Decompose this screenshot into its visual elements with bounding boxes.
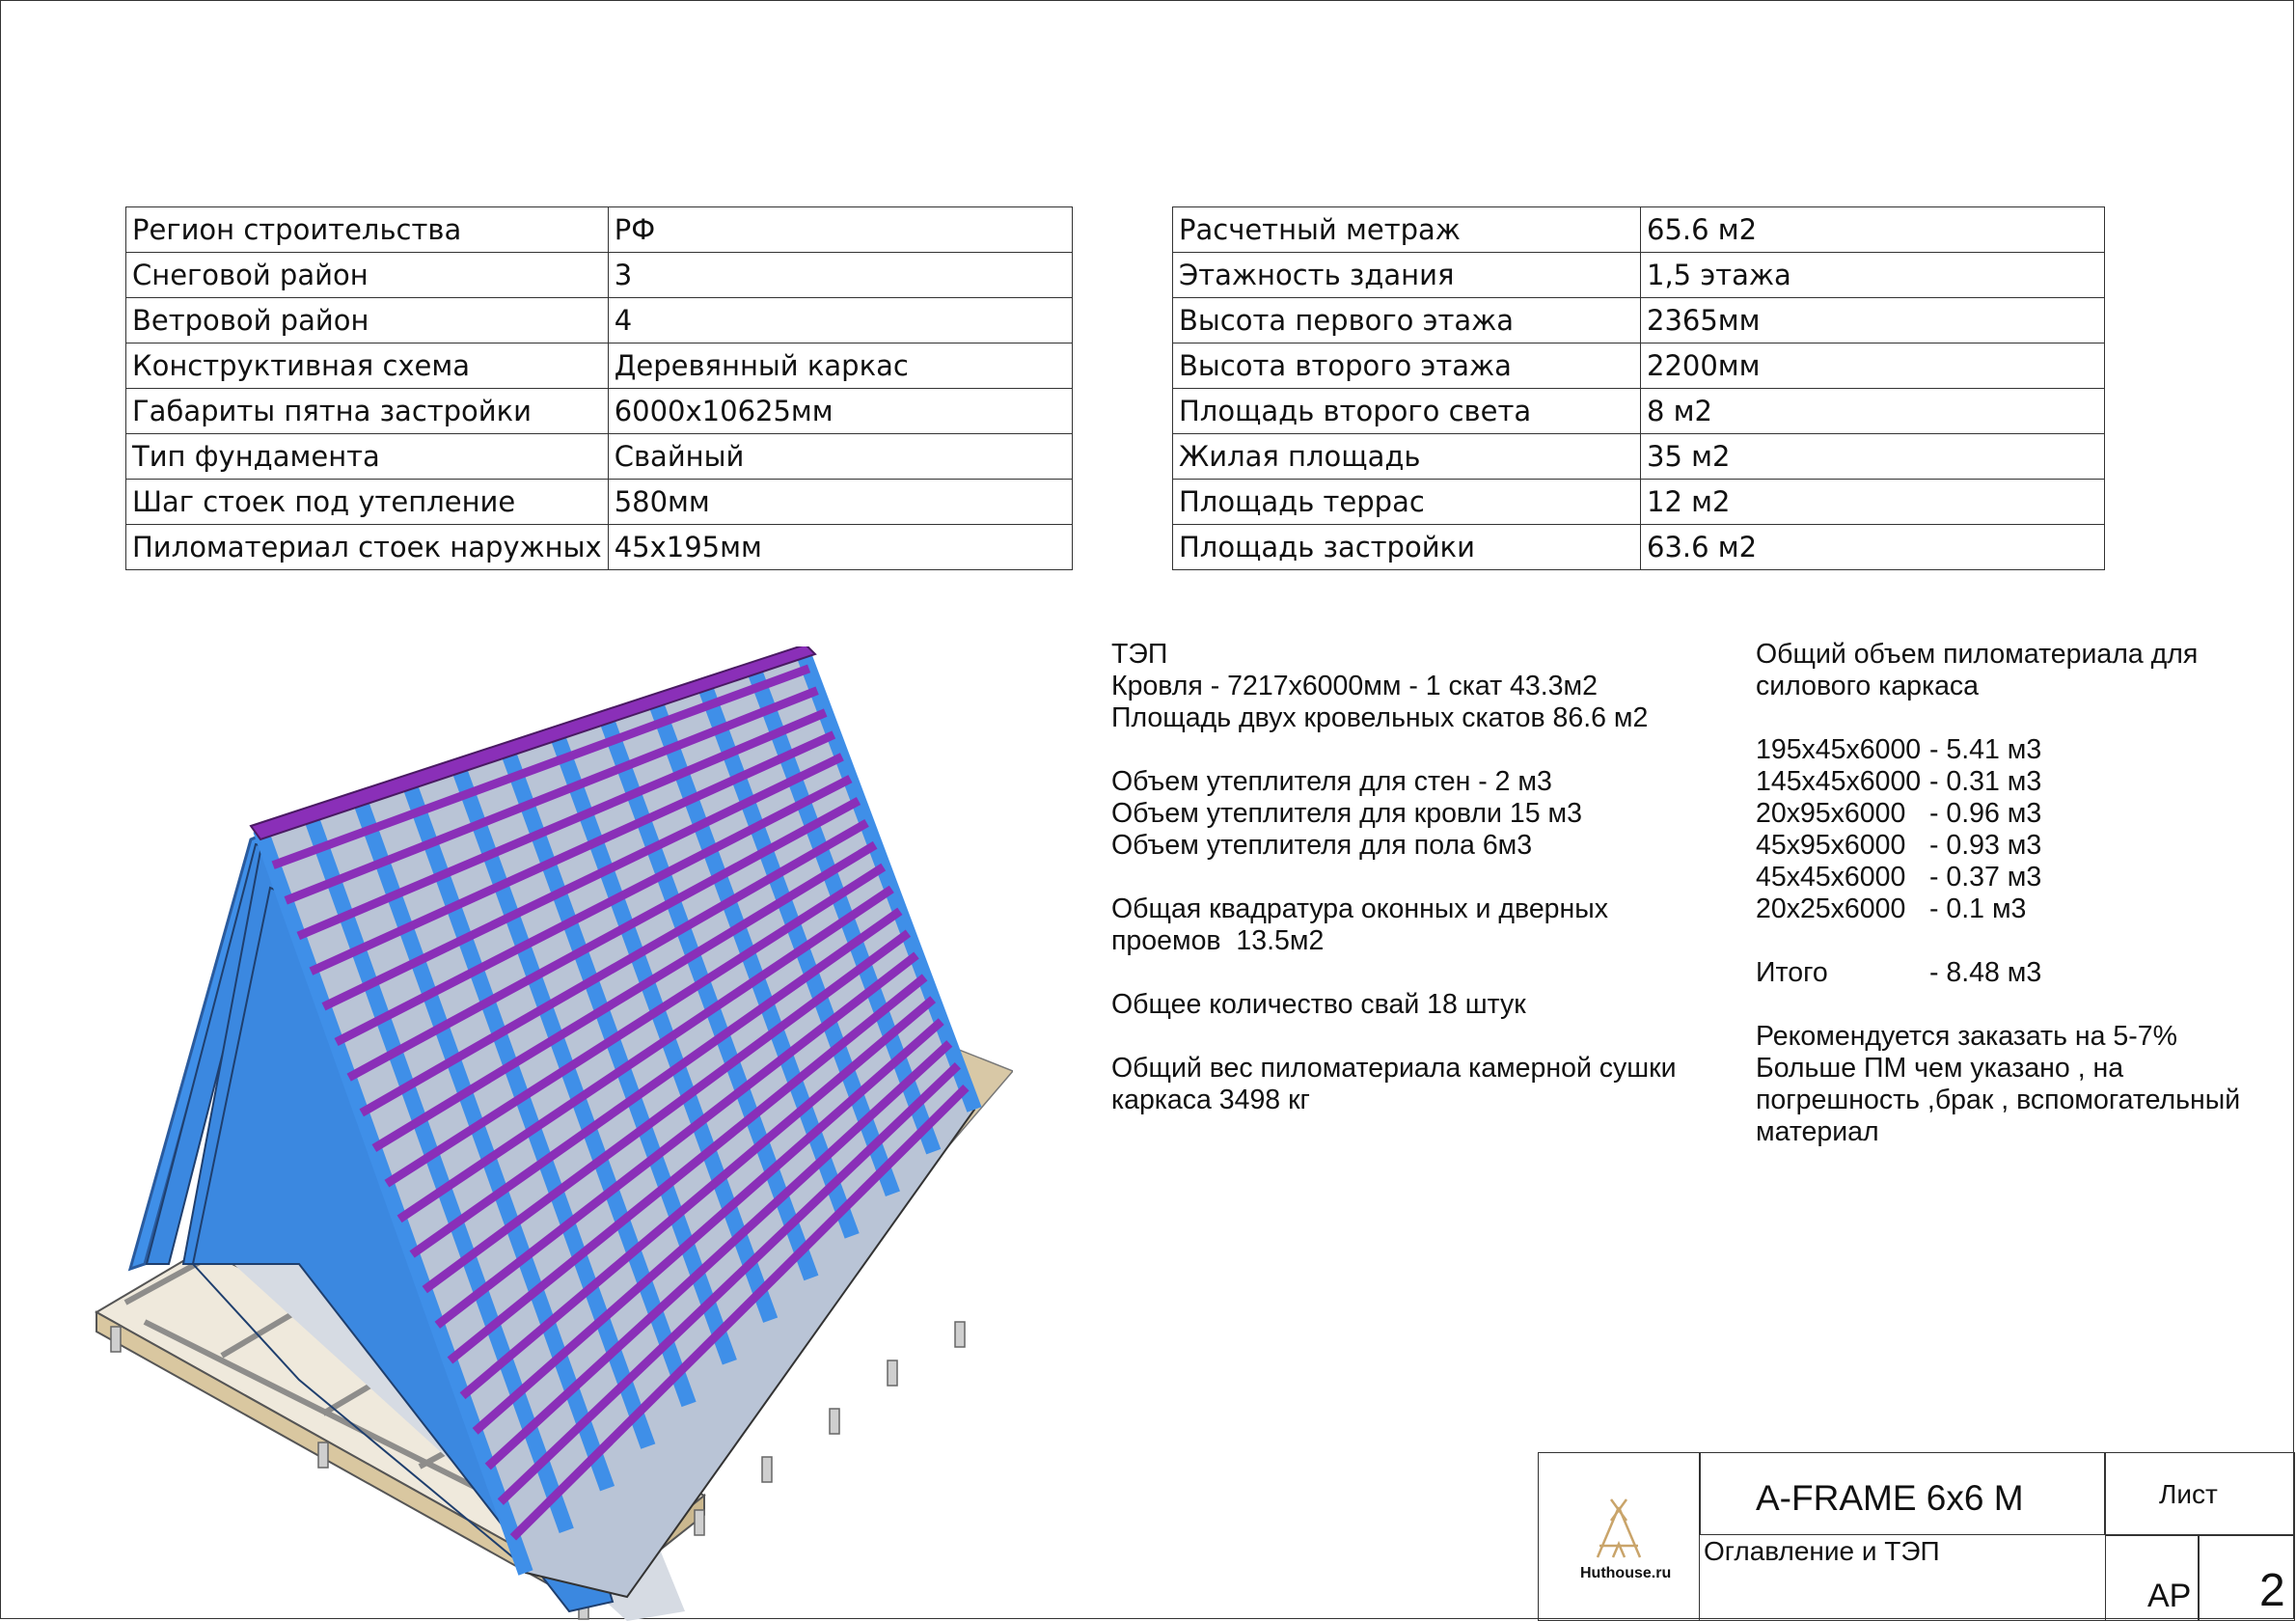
lumber-item: 20х95х6000 - 0.96 м3 <box>1756 798 2042 829</box>
lumber-item: 195х45х6000 - 5.41 м3 <box>1756 734 2042 765</box>
tep-roof-area: Площадь двух кровельных скатов 86.6 м2 <box>1111 702 1649 733</box>
project-name: A-FRAME 6x6 M <box>1756 1478 2024 1518</box>
table-row: Снеговой район 3 <box>126 253 1073 298</box>
lumber-item: 45х45х6000 - 0.37 м3 <box>1756 862 2042 893</box>
lumber-title: Общий объем пиломатериала для <box>1756 639 2199 670</box>
table-row: Площадь второго света 8 м2 <box>1173 389 2105 434</box>
table-row: Конструктивная схема Деревянный каркас <box>126 343 1073 389</box>
table-row: Регион строительства РФ <box>126 207 1073 253</box>
area-parameters-table <box>1172 206 2105 570</box>
lumber-total: Итого - 8.48 м3 <box>1756 957 2042 988</box>
tep-weight-value: каркаса 3498 кг <box>1111 1085 1310 1115</box>
table-row: Тип фундамента Свайный <box>126 434 1073 480</box>
table-row: Высота второго этажа 2200мм <box>1173 343 2105 389</box>
table-row: Шаг стоек под утепление 580мм <box>126 480 1073 525</box>
tep-openings: Общая квадратура оконных и дверных <box>1111 893 1608 924</box>
table-row: Площадь террас 12 м2 <box>1173 480 2105 525</box>
lumber-item: 20х25х6000 - 0.1 м3 <box>1756 893 2027 924</box>
lumber-volume-summary: Общий объем пиломатериала для силового каркаса 195х45х6000 - 5.41 м3 145х45х6000 - 0.31 м3 20х95х6000 - 0.96 м3 45х95х6000 - 0.93 м3 45х45х6000 - 0.37 м3 20х25х6000 - 0.1 м3 Итого - 8.48 м3 Рекомендуется заказать на 5-7% Больше ПМ чем указано , на погрешность ,брак , вспомогательный материал <box>1756 639 2241 1147</box>
tep-openings-value: проемов 13.5м2 <box>1111 925 1325 956</box>
stage-code: АР <box>2147 1578 2192 1614</box>
table-row: Расчетный метраж 65.6 м2 <box>1173 207 2105 253</box>
tep-weight: Общий вес пиломатериала камерной сушки <box>1111 1053 1677 1084</box>
tep-title: ТЭП <box>1111 639 1168 670</box>
a-frame-3d-model <box>87 646 1013 1621</box>
tep-summary <box>1111 639 1677 1116</box>
lumber-item: 145х45х6000 - 0.31 м3 <box>1756 766 2042 797</box>
table-row: Габариты пятна застройки 6000х10625мм <box>126 389 1073 434</box>
table-row: Ветровой район 4 <box>126 298 1073 343</box>
table-row: Высота первого этажа 2365мм <box>1173 298 2105 343</box>
lumber-subtitle: силового каркаса <box>1756 671 1980 701</box>
tep-insulation-floor: Объем утеплителя для пола 6м3 <box>1111 830 1533 861</box>
tep-roof: Кровля - 7217х6000мм - 1 скат 43.3м2 <box>1111 671 1598 701</box>
lumber-item: 45х95х6000 - 0.93 м3 <box>1756 830 2042 861</box>
construction-parameters-table <box>125 206 1073 570</box>
table-row: Площадь застройки 63.6 м2 <box>1173 525 2105 570</box>
tipi-logo-icon <box>1590 1497 1648 1565</box>
table-row: Этажность здания 1,5 этажа <box>1173 253 2105 298</box>
table-row: Пиломатериал стоек наружных 45х195мм <box>126 525 1073 570</box>
tep-piles: Общее количество свай 18 штук <box>1111 989 1526 1020</box>
lumber-recommendation: Рекомендуется заказать на 5-7% <box>1756 1021 2177 1052</box>
tep-insulation-walls: Объем утеплителя для стен - 2 м3 <box>1111 766 1552 797</box>
tep-insulation-roof: Объем утеплителя для кровли 15 м3 <box>1111 798 1582 829</box>
logo-text: Huthouse.ru <box>1580 1565 1672 1581</box>
table-row: Жилая площадь 35 м2 <box>1173 434 2105 480</box>
sheet-number: 2 <box>2259 1565 2285 1616</box>
sheet-name: Оглавление и ТЭП <box>1704 1536 1940 1566</box>
sheet-label: Лист <box>2159 1479 2218 1509</box>
